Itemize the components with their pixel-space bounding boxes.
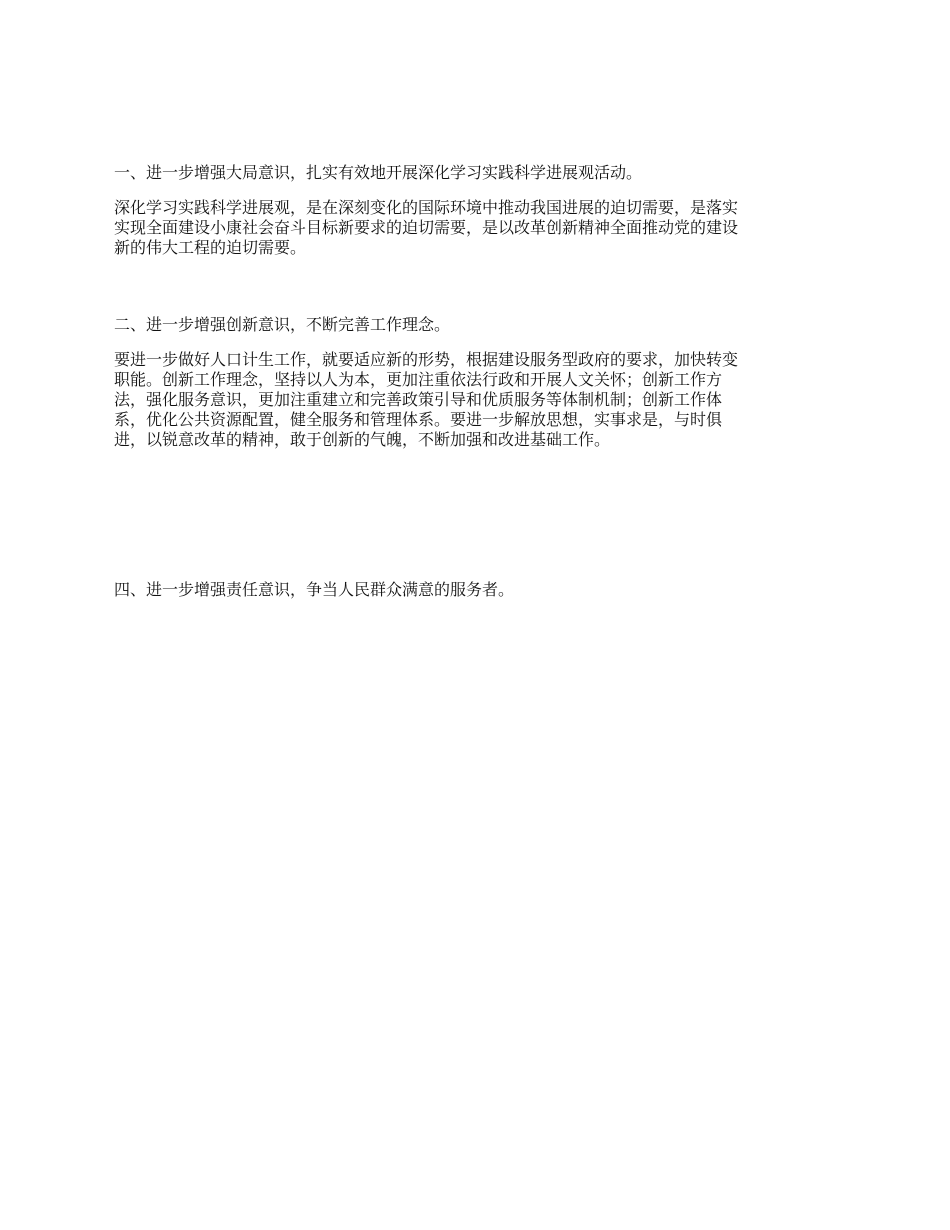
section-4-heading: 四、进一步增强责任意识，争当人民群众满意的服务者。 (114, 580, 515, 599)
section-1-heading: 一、进一步增强大局意识，扎实有效地开展深化学习实践科学进展观活动。 (114, 163, 643, 182)
section-2-heading: 二、进一步增强创新意识，不断完善工作理念。 (114, 315, 451, 334)
section-1-paragraph: 深化学习实践科学进展观，是在深刻变化的国际环境中推动我国进展的迫切需要，是落实 实现全面建设小康社会奋斗目标新要求的迫切需要，是以改革创新精神全面推动党的建设 新的伟大工程的迫切需要。 (114, 198, 739, 257)
section-2-paragraph: 要进一步做好人口计生工作，就要适应新的形势，根据建设服务型政府的要求，加快转变 职能。创新工作理念，坚持以人为本，更加注重依法行政和开展人文关怀；创新工作方 法，强化服务意识，更加注重建立和完善政策引导和优质服务等体制机制；创新工作体 系，优化公共资源配置，健全服务和管理体系。要进一步解放思想，实事求是，与时俱 进，以锐意改革的精神，敢于创新的气魄，不断加强和改进基础工作。 (114, 350, 739, 449)
